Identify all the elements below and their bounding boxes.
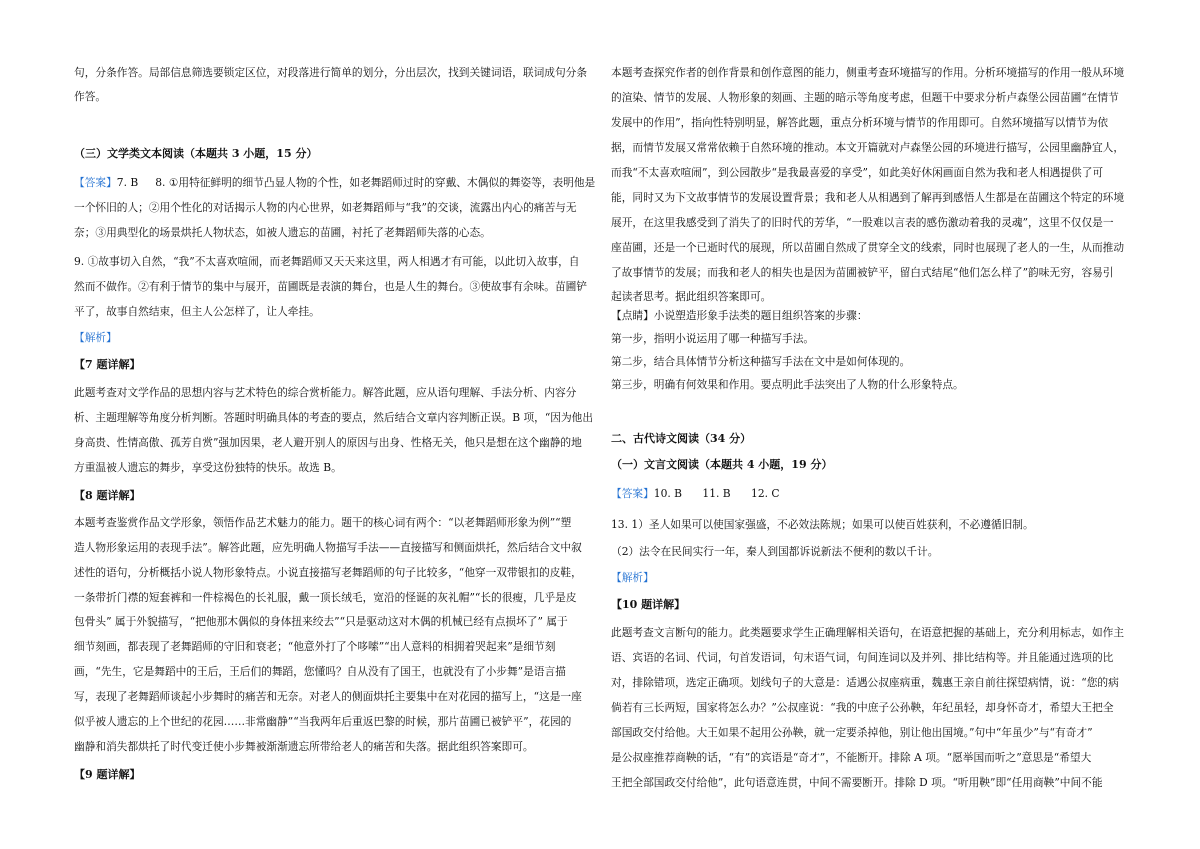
text-line: 本题考查探究作者的创作背景和创作意图的能力，侧重考查环境描写的作用。分析环境描写的作用一般从环境	[611, 66, 1125, 79]
text-line: 造人物形象运用的表现手法”。解答此题，应先明确人物描写手法——直接描写和侧面烘托，然后结合文中叙	[74, 541, 582, 554]
subheading-9: 【9 题详解】	[74, 768, 141, 781]
text-line: 王把全部国政交付给他”，此句语意连贯，中间不需要断开。排除 D 项。“听用鞅”即“任用商鞅”中间不能	[611, 776, 1103, 789]
text-line: 座苗圃，还是一个已逝时代的展现，所以苗圃自然成了贯穿全文的线索，同时也展现了老人的一生，从而推动	[611, 241, 1125, 254]
text-line: 能，同时又为下文故事情节的发展设置背景；我和老人从相遇到了解再到感悟人生都是在苗圃这个特定的环境	[611, 191, 1125, 204]
text-line: 作答。	[74, 90, 107, 103]
text-line: 画，“先生，它是舞蹈中的王后，王后们的舞蹈，您懂吗？自从没有了国王，也就没有了小步舞”是语言描	[74, 665, 566, 678]
answer-line	[611, 487, 780, 501]
subheading-7: 【7 题详解】	[74, 358, 141, 371]
text-line: 9. ①故事切入自然，“我”不太喜欢喧闹，而老舞蹈师又天天来这里，两人相遇才有可能，以此切入故事，自	[74, 255, 580, 268]
answer-q7: 7. B	[116, 176, 139, 189]
text-line: 似乎被人遗忘的上个世纪的花园……非常幽静”“当我两年后重返巴黎的时候，那片苗圃已被铲平”，花园的	[74, 715, 572, 728]
text-line: 了故事情节的发展；而我和老人的相失也是因为苗圃被铲平，留白式结尾“他们怎么样了”韵味无穷，容易引	[611, 266, 1114, 279]
text-line: 部国政交付给他。大王如果不起用公孙鞅，就一定要杀掉他，别让他出国境。”句中“年虽少”与“有奇才”	[611, 726, 1093, 739]
answer-values: 10. B 11. B 12. C	[653, 487, 780, 500]
text-line: 是公叔座推荐商鞅的话，“有”的宾语是“奇才”，不能断开。排除 A 项。“愿举国而听之”意思是“希望大	[611, 751, 1092, 764]
tip-line: 【点睛】小说塑造形象手法类的题目组织答案的步骤：	[611, 309, 868, 322]
text-line: 此题考查文言断句的能力。此类题要求学生正确理解相关语句，在语意把握的基础上，充分利用标志，如作主	[611, 626, 1125, 639]
text-line: 奈；③用典型化的场景烘托人物状态，如被人遗忘的苗圃，衬托了老舞蹈师失落的心态。	[74, 226, 491, 239]
text-line: 平了，故事自然结束，但主人公怎样了，让人牵挂。	[74, 305, 320, 318]
text-line: 析、主题理解等角度分析判断。答题时明确具体的考查的要点，然后结合文章内容判断正误。B 项，“因为他出	[74, 411, 594, 424]
text-line: 本题考查鉴赏作品文学形象，领悟作品艺术魅力的能力。题干的核心词有两个：“以老舞蹈师形象为例”“塑	[74, 516, 572, 529]
text-line: 幽静和消失都烘托了时代变迁使小步舞被渐渐遗忘所带给老人的痛苦和失落。据此组织答案即可。	[74, 740, 534, 753]
text-line: 而我“不太喜欢喧闹”，到公园散步“是我最喜爱的享受”，如此美好休闲画面自然为我和老人相遇提供了可	[611, 166, 1104, 179]
text-line: 的渲染、情节的发展、人物形象的刻画、主题的暗示等角度考虑，但题干中要求分析卢森堡公园苗圃“在情节	[611, 91, 1119, 104]
section-subheading: （一）文言文阅读（本题共 4 小题，19 分）	[611, 458, 833, 471]
text-line: 语、宾语的名词、代词，句首发语词，句末语气词，句间连词以及并列、排比结构等。并且能通过选项的比	[611, 651, 1114, 664]
answer-line	[74, 176, 595, 190]
text-line: 倘若有三长两短，国家将怎么办？”公叔座说：“我的中庶子公孙鞅，年纪虽轻，却身怀奇才，希望大王把全	[611, 701, 1114, 714]
text-line: 句，分条作答。局部信息筛选要锁定区位，对段落进行简单的划分，分出层次，找到关键词语，联词成句分条	[74, 66, 588, 79]
text-line: 展开，在这里我感受到了消失了的旧时代的芳华，“一股难以言表的感伤激动着我的灵魂”，这里不仅仅是一	[611, 216, 1114, 229]
text-line: 此题考查对文学作品的思想内容与艺术特色的综合赏析能力。解答此题，应从语句理解、手法分析、内容分	[74, 386, 577, 399]
answer-tag: 【答案】	[611, 487, 654, 500]
subheading-10: 【10 题详解】	[611, 598, 686, 611]
analysis-tag: 【解析】	[611, 571, 654, 584]
text-line: 第一步，指明小说运用了哪一种描写手法。	[611, 332, 815, 345]
text-line: 对，排除错项，选定正确项。划线句子的大意是：适遇公叔座病重，魏惠王亲自前往探望病情，说：“您的病	[611, 676, 1119, 689]
text-line: 一条带折门襟的短套裤和一件棕褐色的长礼服，戴一顶长绒毛，宽沿的怪诞的灰礼帽”“长的很瘦，几乎是皮	[74, 591, 577, 604]
text-line: 写，表现了老舞蹈师谈起小步舞时的痛苦和无奈。对老人的侧面烘托主要集中在对花园的描写上，“这是一座	[74, 690, 582, 703]
answer-q8: 8. ①用特征鲜明的细节凸显人物的个性，如老舞蹈师过时的穿戴、木偶似的舞姿等，表明他是	[155, 176, 596, 189]
analysis-tag: 【解析】	[74, 331, 117, 344]
text-line: 包骨头” 属于外貌描写，“把他那木偶似的身体扭来绞去”“只是驱动这对木偶的机械已经有点损坏了” 属于	[74, 615, 568, 628]
text-line: 据，而情节发展又常常依赖于自然环境的推动。本文开篇就对卢森堡公园的环境进行描写，公园里幽静宜人，	[611, 141, 1125, 154]
text-line: 细节刻画，都表现了老舞蹈师的守旧和衰老；“他意外打了个哆嗦”“出人意料的相拥着哭起来”是细节刻	[74, 640, 556, 653]
text-line: 第三步，明确有何效果和作用。要点明此手法突出了人物的什么形象特点。	[611, 378, 964, 391]
text-line: 然而不做作。②有利于情节的集中与展开，苗圃既是表演的舞台，也是人生的舞台。③使故事有余味。苗圃铲	[74, 280, 588, 293]
text-line: 述性的语句，分析概括小说人物形象特点。小说直接描写老舞蹈师的句子比较多，“他穿一双带银扣的皮鞋，	[74, 566, 582, 579]
text-line: 第二步，结合具体情节分析这种描写手法在文中是如何体现的。	[611, 355, 911, 368]
section-heading: （三）文学类文本阅读（本题共 3 小题，15 分）	[74, 147, 318, 160]
subheading-8: 【8 题详解】	[74, 489, 141, 502]
text-line: 一个怀旧的人；②用个性化的对话揭示人物的内心世界，如老舞蹈师与“我”的交谈，流露出内心的痛苦与无	[74, 201, 577, 214]
text-line: 方重温被人遗忘的舞步，享受这份独特的快乐。故选 B。	[74, 461, 342, 474]
section-heading: 二、古代诗文阅读（34 分）	[611, 432, 752, 445]
text-line: 身高贵、性情高傲、孤芳自赏”强加因果，老人避开别人的原因与出身、性格无关，他只是想在这个幽静的地	[74, 436, 582, 449]
text-line: （2）法令在民间实行一年，秦人到国都诉说新法不便利的数以千计。	[611, 545, 939, 558]
text-line: 起读者思考。据此组织答案即可。	[611, 290, 772, 303]
text-line: 发展中的作用”，指向性特别明显，解答此题，重点分析环境与情节的作用即可。自然环境描写以情节为依	[611, 116, 1109, 129]
answer-tag: 【答案】	[74, 176, 117, 189]
text-line: 13. 1）圣人如果可以使国家强盛，不必效法陈规；如果可以使百姓获利，不必遵循旧制。	[611, 518, 1034, 531]
